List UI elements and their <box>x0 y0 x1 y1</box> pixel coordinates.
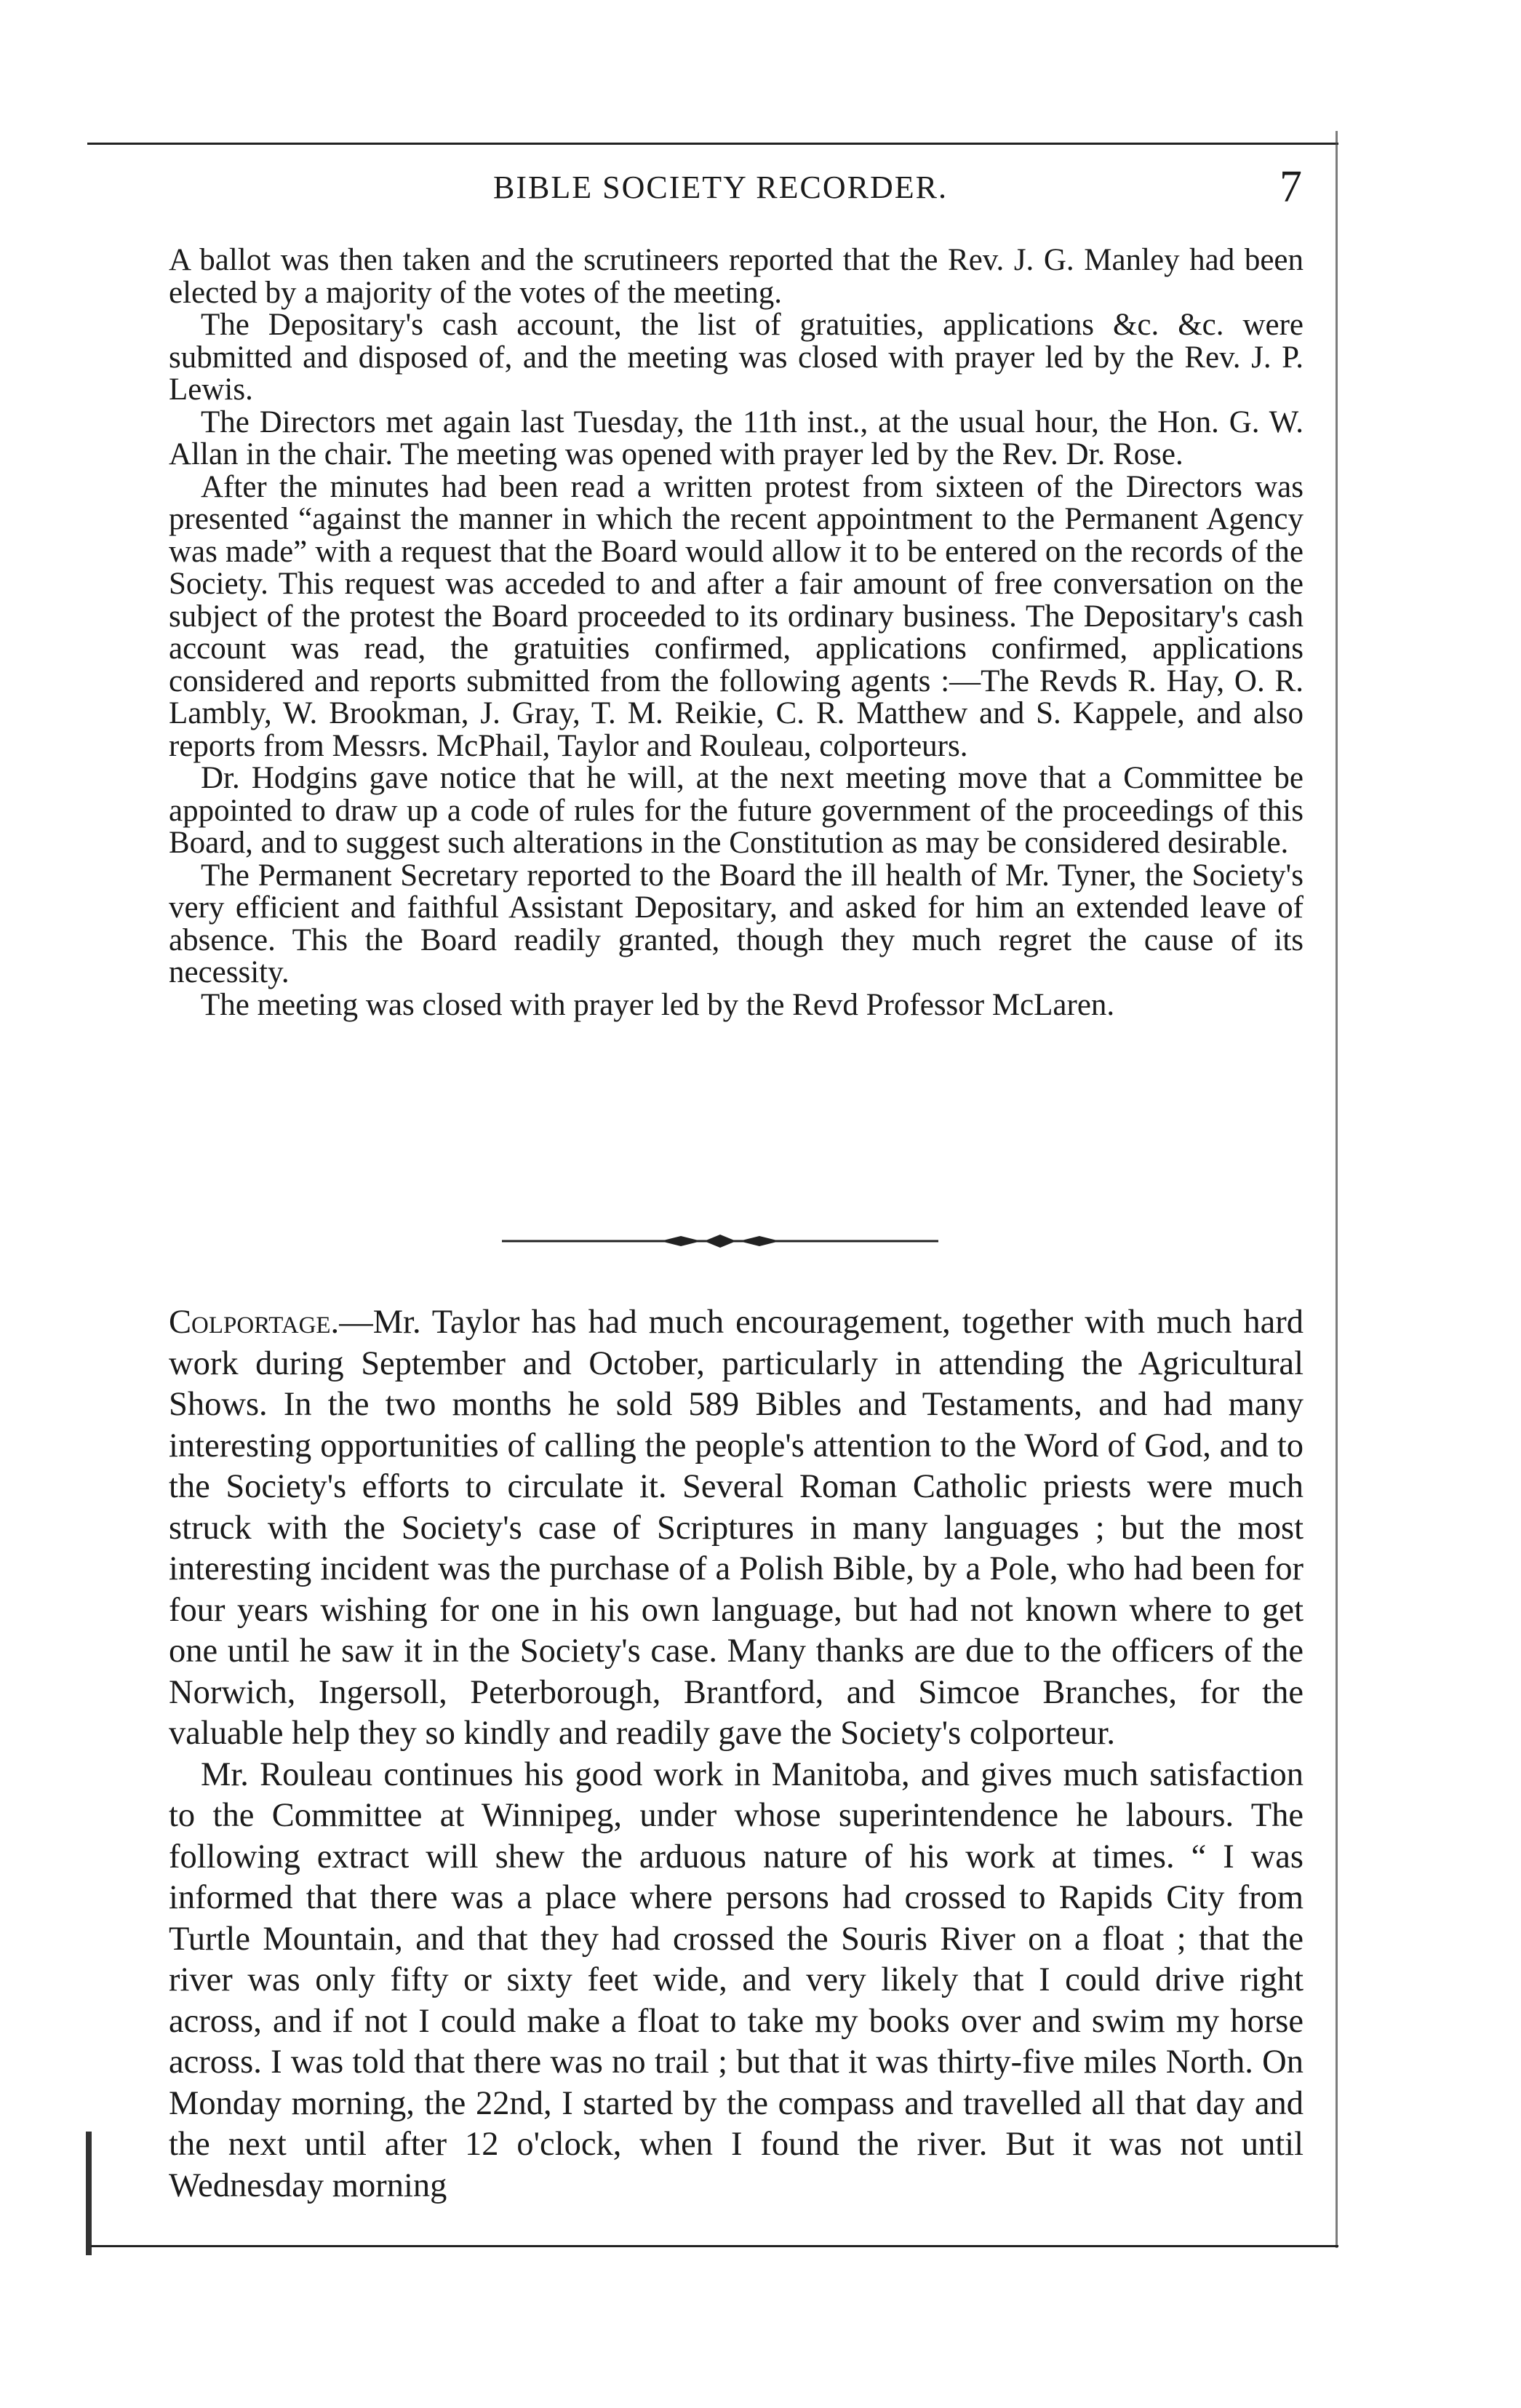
paragraph-taylor <box>169 1302 1304 1755</box>
paragraph-protest: After the minutes had been read a written protest from sixteen of the Directors was presented “against the manner in which the recent appointment to the Permanent Agency was made” with a request that the Board would allow it to be entered on the records of the Society. This request was acceded to and after a fair amount of free conversation on the subject of the protest the Board proceeded to its ordinary business. The Depositary's cash account was read, the gratuities confirmed, applications confirmed, applications considered and reports submitted from the following agents :—The Revds R. Hay, O. R. Lambly, W. Brookman, J. Gray, T. M. Reikie, C. R. Matthew and S. Kappele, and also reports from Messrs. McPhail, Taylor and Rouleau, colporteurs. <box>169 469 1304 763</box>
paragraph-rouleau: Mr. Rouleau continues his good work in Manitoba, and gives much satisfaction to the Committee at Winnipeg, under whose superintendence he labours. The following extract will shew the arduous nature of his work at times. “ I was informed that there was a place where persons had crossed to Rapids City from Turtle Mountain, and that they had crossed the Souris River on a float ; that the river was only fifty or sixty feet wide, and very likely that I could drive right across, and if not I could make a float to take my books over and swim my horse across. I was told that there was no trail ; but that it was thirty-five miles North. On Monday morning, the 22nd, I started by the compass and travelled all that day and the next until after 12 o'clock, when I found the river. But it was not until Wednesday morning <box>169 1755 1304 2204</box>
paragraph-taylor-text: —Mr. Taylor has had much encouragement, together with much hard work during September and October, particularly in attending the Agricultural Shows. In the two months he sold 589 Bibles and Testaments, and had many interesting opportunities of calling the people's attention to the Word of God, and to the Society's efforts to circulate it. Several Roman Catholic priests were much struck with the Society's case of Scriptures in many languages ; but the most interesting incident was the purchase of a Polish Bible, by a Pole, who had been for four years wishing for one in his own language, but had not known where to get one until he saw it in the Society's case. Many thanks are due to the officers of the Norwich, Ingersoll, Peterborough, Brantford, and Simcoe Branches, for the valuable help they so kindly and readily gave the Society's colporteur. <box>169 1304 1304 1752</box>
colportage-lead-word: Colportage. <box>169 1304 340 1341</box>
running-title: BIBLE SOCIETY RECORDER. <box>493 170 948 205</box>
bottom-rule <box>91 2245 1338 2247</box>
paragraph-directors-meeting: The Directors met again last Tuesday, the 11th inst., at the usual hour, the Hon. G. W. Allan in the chair. The meeting was opened with prayer led by the Rev. Dr. Rose. <box>169 404 1304 471</box>
paragraph-depositary: The Depositary's cash account, the list of gratuities, applications &c. &c. were submitted and disposed of, and the meeting was closed with prayer led by the Rev. J. P. Lewis. <box>169 308 1304 407</box>
running-header <box>167 162 1302 220</box>
paragraph-hodgins-notice: Dr. Hodgins gave notice that he will, at the next meeting move that a Committee be appointed to draw up a code of rules for the future government of the proceedings of this Board, and to suggest such alterations in the Constitution as may be considered desirable. <box>169 761 1304 860</box>
top-rule <box>87 143 1338 145</box>
left-page-edge <box>86 2132 92 2255</box>
paragraph-ballot: A ballot was then taken and the scrutineers reported that the Rev. J. G. Manley had been elected by a majority of the votes of the meeting. <box>169 243 1304 310</box>
section-divider-ornament <box>502 1232 938 1250</box>
colportage-section <box>169 1302 1304 2206</box>
page-number: 7 <box>1280 162 1302 212</box>
minutes-section <box>169 244 1304 1021</box>
paragraph-tyner-leave: The Permanent Secretary reported to the Board the ill health of Mr. Tyner, the Society's very efficient and faithful Assistant Depositary, and asked for him an extended leave of absence. This the Board readily granted, though they much regret the cause of its necessity. <box>169 858 1304 989</box>
right-page-edge <box>1336 131 1338 2248</box>
paragraph-closing-prayer: The meeting was closed with prayer led by the Revd Professor McLaren. <box>201 987 1115 1022</box>
